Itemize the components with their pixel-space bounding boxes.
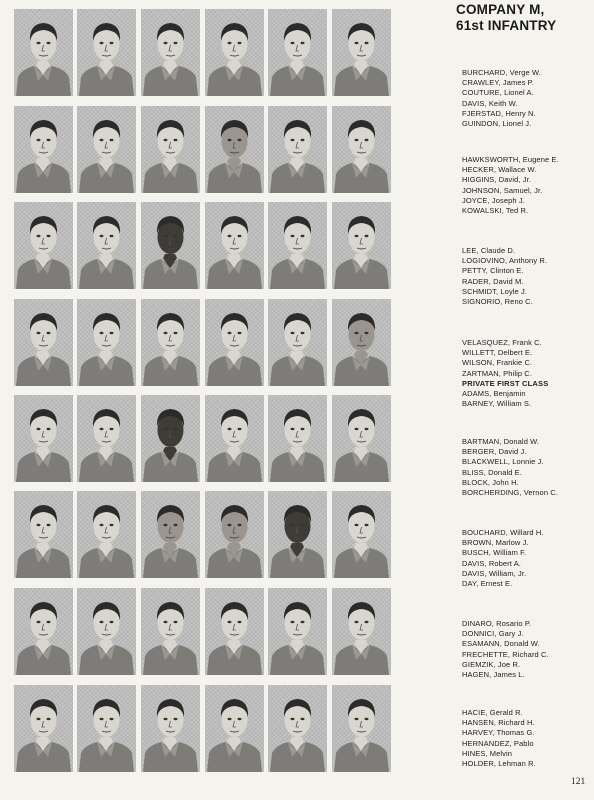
portrait-photo: [205, 299, 264, 386]
name-entry: JOYCE, Joseph J.: [462, 195, 525, 205]
name-entry: PETTY, Clinton E.: [462, 266, 524, 276]
portrait-photo: [205, 9, 264, 96]
name-entry: CRAWLEY, James P.: [462, 78, 535, 88]
name-entry: ADAMS, Benjamin: [462, 389, 526, 399]
portrait-photo: [332, 588, 391, 675]
name-entry: DONNICI, Gary J.: [462, 629, 524, 639]
name-entry: DAVIS, Robert A.: [462, 558, 521, 568]
portrait-photo: [77, 588, 136, 675]
portrait-photo: [14, 491, 73, 578]
portrait-photo: [77, 202, 136, 289]
portrait-photo: [268, 491, 327, 578]
portrait-photo: [268, 395, 327, 482]
portrait-photo: [332, 299, 391, 386]
portrait-photo: [205, 106, 264, 193]
portrait-photo: [268, 202, 327, 289]
name-group-row-1: [462, 68, 590, 129]
name-entry: BARNEY, William S.: [462, 399, 532, 409]
name-entry: KOWALSKI, Ted R.: [462, 206, 529, 216]
name-entry: COUTURE, Lionel A.: [462, 88, 534, 98]
portrait-photo: [205, 588, 264, 675]
name-entry: HAGEN, James L.: [462, 670, 525, 680]
portrait-photo: [205, 202, 264, 289]
name-entry: HERNANDEZ, Pablo: [462, 738, 534, 748]
portrait-photo: [332, 106, 391, 193]
portrait-photo: [141, 395, 200, 482]
portrait-photo: [77, 491, 136, 578]
name-entry: HARVEY, Thomas G.: [462, 728, 535, 738]
name-group-row-5: [462, 437, 590, 498]
name-entry: DAVIS, William, Jr.: [462, 568, 527, 578]
name-entry: HIGGINS, David, Jr.: [462, 175, 531, 185]
name-entry: BOUCHARD, Willard H.: [462, 528, 544, 537]
name-entry: RADER, David M.: [462, 276, 524, 286]
name-entry: VELASQUEZ, Frank C.: [462, 338, 542, 347]
portrait-photo: [268, 9, 327, 96]
name-entry: BUSCH, William F.: [462, 548, 527, 558]
portrait-photo: [205, 491, 264, 578]
portrait-photo: [77, 395, 136, 482]
name-entry: HINES, Melvin: [462, 748, 513, 758]
portrait-photo: [14, 588, 73, 675]
portrait-photo: [77, 299, 136, 386]
name-entry: HOLDER, Lehman R.: [462, 759, 536, 769]
name-entry: SIGNORIO, Reno C.: [462, 297, 533, 307]
portrait-photo: [14, 685, 73, 772]
name-entry: ZARTMAN, Philip C.: [462, 368, 533, 378]
portrait-photo: [141, 9, 200, 96]
name-entry: LEE, Claude D.: [462, 246, 516, 255]
portrait-photo: [332, 491, 391, 578]
name-entry: WILSON, Frankie C.: [462, 358, 533, 368]
portrait-grid: [14, 9, 394, 772]
name-entry: BLOCK, John H.: [462, 477, 519, 487]
heading-company: COMPANY M,: [456, 2, 545, 17]
portrait-photo: [77, 9, 136, 96]
portrait-photo: [141, 106, 200, 193]
portrait-photo: [141, 299, 200, 386]
portrait-photo: [14, 202, 73, 289]
name-entry: HAWKSWORTH, Eugene E.: [462, 155, 559, 164]
name-group-row-3: [462, 246, 590, 307]
portrait-photo: [268, 299, 327, 386]
name-entry: SCHMIDT, Loyle J.: [462, 286, 528, 296]
portrait-photo: [268, 685, 327, 772]
name-entry: BARTMAN, Donald W.: [462, 437, 540, 446]
name-entry: ESAMANN, Donald W.: [462, 639, 540, 649]
name-group-row-2: [462, 155, 590, 216]
portrait-photo: [332, 685, 391, 772]
name-entry: HECKER, Wallace W.: [462, 165, 537, 175]
portrait-photo: [141, 491, 200, 578]
heading-unit: 61st INFANTRY: [456, 18, 557, 33]
portrait-photo: [268, 588, 327, 675]
name-entry: BLACKWELL, Lonnie J.: [462, 457, 544, 467]
name-entry: FJERSTAD, Henry N.: [462, 108, 536, 118]
portrait-photo: [332, 202, 391, 289]
name-group-row-4: [462, 338, 590, 409]
name-group-row-6: [462, 528, 590, 589]
name-entry: DAY, Ernest E.: [462, 579, 513, 589]
portrait-photo: [332, 9, 391, 96]
portrait-photo: [141, 202, 200, 289]
name-entry: BROWN, Marlow J.: [462, 538, 529, 548]
name-entry: BORCHERDING, Vernon C.: [462, 488, 558, 498]
portrait-photo: [14, 106, 73, 193]
portrait-photo: [332, 395, 391, 482]
page-number: 121: [571, 777, 586, 787]
rank-heading: PRIVATE FIRST CLASS: [462, 378, 549, 388]
portrait-photo: [14, 299, 73, 386]
portrait-photo: [268, 106, 327, 193]
name-entry: BURCHARD, Verge W.: [462, 68, 541, 77]
name-entry: DAVIS, Keith W.: [462, 98, 518, 108]
name-entry: WILLETT, Delbert E.: [462, 348, 533, 358]
portrait-photo: [205, 395, 264, 482]
portrait-photo: [141, 588, 200, 675]
portrait-photo: [205, 685, 264, 772]
name-entry: HANSEN, Richard H.: [462, 718, 535, 728]
name-entry: HACIE, Gerald R.: [462, 708, 523, 717]
name-entry: LOGIOVINO, Anthony R.: [462, 256, 548, 266]
name-group-row-8: [462, 708, 590, 769]
name-entry: BERGER, David J.: [462, 447, 527, 457]
name-entry: GUINDON, Lionel J.: [462, 119, 532, 129]
portrait-photo: [77, 685, 136, 772]
page-heading: [456, 2, 588, 34]
name-entry: GIEMZIK, Joe R.: [462, 659, 521, 669]
name-entry: BLISS, Donald E.: [462, 467, 522, 477]
name-entry: DINARO, Rosario P.: [462, 619, 532, 628]
name-entry: JOHNSON, Samuel, Jr.: [462, 185, 543, 195]
portrait-photo: [14, 9, 73, 96]
portrait-photo: [14, 395, 73, 482]
portrait-photo: [141, 685, 200, 772]
portrait-photo: [77, 106, 136, 193]
name-group-row-7: [462, 619, 590, 680]
name-entry: FRECHETTE, Richard C.: [462, 649, 549, 659]
